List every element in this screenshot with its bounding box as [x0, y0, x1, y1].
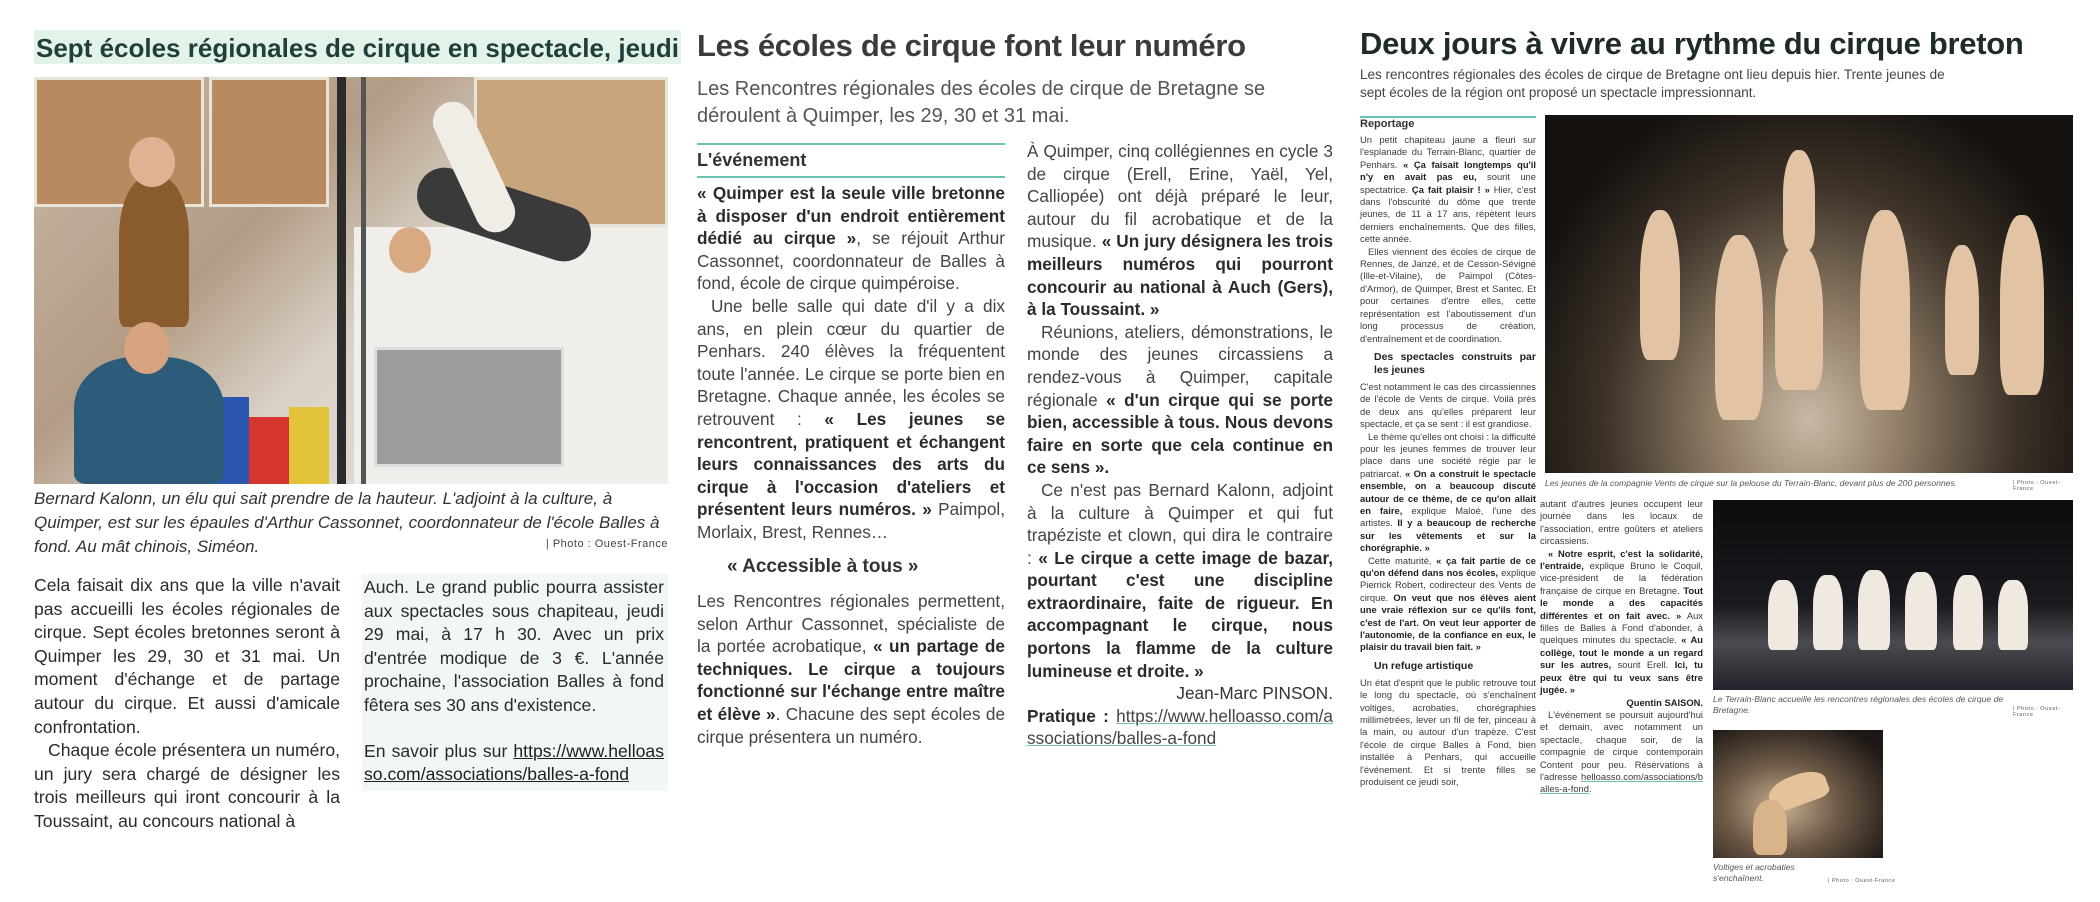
- photo-credit: | Photo : Ouest-France: [1828, 878, 1896, 884]
- acrobat-head: [389, 227, 431, 273]
- quote: « Un jury désignera les trois meilleurs numéros qui pourront concourir au national à Auch (Gers), à la Toussaint. »: [1027, 231, 1334, 320]
- photo-wall-panel: [209, 77, 329, 207]
- text: explique Bruno le Coquil, vice-président de la fédération française de cirque en Bretagne.: [1540, 560, 1703, 596]
- photo-caption: Les jeunes de la compagnie Vents de cirque sur la pelouse du Terrain-Blanc, devant plus de 200 personnes.: [1545, 478, 1958, 488]
- text: .: [1589, 783, 1592, 795]
- performer: [1858, 570, 1890, 650]
- paragraph: [697, 295, 1005, 544]
- acrobatics-photo: [1713, 730, 1883, 858]
- text: sourit Erell.: [1611, 659, 1675, 671]
- text: Le thème qu'elles ont choisi : la difficulté pour les jeunes femmes de trouver leur place dans une société régie par le patriarcat.: [1360, 430, 1536, 479]
- subheading: Des spectacles construits par les jeunes: [1374, 350, 1536, 376]
- text: Cette maturité,: [1368, 554, 1437, 566]
- paragraph: [1540, 709, 1703, 796]
- text: Ce n'est pas Bernard Kalonn, adjoint à la culture à Quimper et qui fut trapéziste et clown, qui dira le contraire :: [1027, 479, 1333, 568]
- quote: « Le cirque a cette image de bazar, pourtant c'est une discipline extraordinaire, faite de rigueur. En accompagnant le cirque, nous portons la flamme de la culture lumineuse et droite. »: [1027, 547, 1333, 681]
- circus-stage-photo: [1545, 115, 2073, 473]
- pratique-label: Pratique :: [1027, 705, 1117, 726]
- section-rule: [697, 176, 1005, 178]
- man-kneeling-head: [124, 322, 170, 374]
- article-panel-3: [1360, 0, 2074, 902]
- section-kicker: Reportage: [1360, 118, 1415, 130]
- article-1-column-1: [34, 574, 340, 834]
- section-label: L'événement: [697, 150, 807, 170]
- article-2-column-1: [697, 182, 1005, 748]
- text: Hier, c'est dans l'obscurité du dôme que trente jeunes, de 11 à 17 ans, répètent leurs derniers enchaînements. Que des filles, cette année.: [1360, 183, 1537, 245]
- photo-credit: | Photo : Ouest-France: [545, 538, 668, 550]
- text: Réunions, ateliers, démonstrations, le monde des jeunes circassiens a rendez-vous à Quimper, capitale régionale: [1027, 321, 1333, 410]
- article-3-lead: Les rencontres régionales des écoles de cirque de Bretagne ont lieu depuis hier. Trente jeunes de sept écoles de la région ont proposé un spectacle impressionnant.: [1360, 67, 1945, 100]
- quote: Ici, tu peux être qui tu veux sans être jugée. »: [1540, 659, 1703, 696]
- photo-caption: Voltiges et acrobaties s'enchaînent.: [1713, 862, 1795, 883]
- stage-performers-photo: [1713, 500, 2073, 690]
- article-panel-1: [34, 0, 680, 902]
- text: explique Maloé, l'une des artistes.: [1360, 504, 1536, 529]
- chinese-pole: [337, 77, 346, 484]
- rope: [361, 77, 366, 484]
- dancer: [1715, 235, 1763, 420]
- performer: [1905, 572, 1937, 650]
- paragraph: Chaque école présentera un numéro, un jury sera chargé de désigner les trois meilleurs qui iront concourir à la Toussaint, au concours national à: [34, 740, 340, 831]
- quote: Tout le monde a des capacités différentes et on fait avec. »: [1540, 584, 1703, 621]
- man-standing-head: [129, 137, 175, 187]
- photo-wall-panel: [34, 77, 204, 207]
- quote: « Quimper est la seule ville bretonne à disposer d'un endroit entièrement dédié au cirque »: [697, 183, 1005, 249]
- helloasso-link[interactable]: helloasso.com/associations/balles-a-fond: [1540, 770, 1703, 795]
- paragraph: Cela faisait dix ans que la ville n'avait pas accueilli les écoles régionales de cirque. Sept écoles bretonnes seront à Quimper les 29, 30 et 31 mai. Un moment d'échange et de partage autour du cirque. Et aussi d'amicale confrontation.: [34, 575, 340, 737]
- performer: [1813, 575, 1843, 650]
- paragraph: Elles viennent des écoles de cirque de Rennes, de Janzé, et de Cesson-Sévigné (Ille-et-Vilaine), de Paimpol (Côtes-d'Armor), de Quimper, Brest et Santec. Et pour certaines d'entre elles, cette représentation est l'aboutissement d'un long processus de création, d'entraînement et de coordination.: [1360, 245, 1536, 344]
- more-info: [364, 740, 664, 787]
- helloasso-link[interactable]: https://www.helloasso.com/associations/balles-a-fond: [364, 740, 664, 785]
- dancer: [1640, 210, 1680, 360]
- paragraph: [1027, 140, 1333, 321]
- man-standing: [119, 177, 189, 327]
- text: Aux filles de Balles à Fond d'abonder, à quelques minutes du spectacle.: [1540, 609, 1703, 646]
- paragraph: [697, 182, 1005, 295]
- photo-credit: | Photo : Ouest-France: [2013, 706, 2060, 718]
- dancer: [2000, 215, 2044, 395]
- quote: « On a construit le spectacle ensemble, on a beaucoup discuté autour de ce thème, de ce qu'on allait en faire,: [1360, 467, 1536, 516]
- paragraph: Un état d'esprit que le public retrouve tout le long du spectacle, où s'enchaînent voltiges, acrobaties, chorégraphies millimétrées, lever un fil de fer, pinceau à la main, ou autour d'un trapèze. C'est l'école de cirque Balles à Fond, bien installée à Penhars, qui accueille l'événement. Et si trente filles se produisent ce jeudi soir,: [1360, 676, 1536, 788]
- text: Les Rencontres régionales permettent, selon Arthur Cassonnet, spécialiste de la portée acrobatique,: [697, 591, 1005, 657]
- paragraph: [1360, 555, 1536, 654]
- man-kneeling: [74, 357, 224, 484]
- gym-mat: [374, 347, 564, 467]
- circus-school-photo: [34, 77, 668, 484]
- paragraph: [1360, 134, 1536, 246]
- author-signature: Quentin SAISON.: [1626, 696, 1703, 708]
- section-rule: [697, 143, 1005, 145]
- performer: [1998, 580, 2028, 650]
- yellow-mat: [289, 407, 329, 484]
- performer: [1953, 575, 1983, 650]
- dancer: [1860, 210, 1910, 410]
- paragraph: [1540, 548, 1703, 697]
- paragraph: [1360, 431, 1536, 555]
- photo-caption: Le Terrain-Blanc accueille les rencontres régionales des écoles de cirque de Bretagne.: [1713, 694, 2004, 715]
- performer: [1768, 580, 1798, 650]
- article-3-column-1: [1360, 134, 1536, 789]
- article-3-column-2: [1540, 498, 1703, 796]
- dancer: [1945, 245, 1979, 375]
- paragraph: Auch. Le grand public pourra assister aux spectacles sous chapiteau, jeudi 29 mai, à 17 h 30. Avec un prix d'entrée modique de 3 €. L'année prochaine, l'association Balles à fond fêtera ses 30 ans d'existence.: [364, 577, 664, 715]
- paragraph: [1027, 479, 1333, 682]
- photo-caption: Bernard Kalonn, un élu qui sait prendre de la hauteur. L'adjoint à la culture, à Quimper, est sur les épaules d'Arthur Cassonnet, coordonnateur de l'école Balles à fond. Au mât chinois, Siméon.: [34, 489, 660, 556]
- paragraph: C'est notamment le cas des circassiennes de l'école de Vents de cirque. Voilà près de deux ans qu'elles préparent leur spectacle, et ça se sent : il est grandiose.: [1360, 380, 1536, 430]
- text: Un petit chapiteau jaune a fleuri sur l'esplanade du Terrain-Blanc, quartier de Penhars.: [1360, 134, 1536, 170]
- subheading: Un refuge artistique: [1374, 659, 1474, 672]
- dancer: [1775, 245, 1823, 390]
- text: À Quimper, cinq collégiennes en cycle 3 de cirque (Erell, Erine, Yaël, Yel, Calliopée) ont déjà préparé le leur, autour du fil acrobatique et de la musique.: [1027, 141, 1333, 252]
- quote: On veut que nos élèves aient une vraie réflexion sur ce qu'ils font, c'est de l'art. On veut leur apporter de l'autonomie, de la confiance en eux, le plaisir du travail bien fait. »: [1360, 591, 1536, 653]
- paragraph: autant d'autres jeunes occupent leur journée dans les locaux de l'association, entre goûters et ateliers circassiens.: [1540, 498, 1703, 547]
- text: Une belle salle qui date d'il y a dix ans, en plein cœur du quartier de Penhars. 240 élèves la fréquentent toute l'année. Le cirque se porte bien en Bretagne. Chaque année, les écoles se retrouvent :: [697, 295, 1005, 429]
- quote: « ça fait partie de ce qu'on défend dans nos écoles,: [1360, 554, 1536, 578]
- acrobat-base: [1753, 800, 1787, 855]
- article-2-lead: Les Rencontres régionales des écoles de cirque de Bretagne se déroulent à Quimper, les 29, 30 et 31 mai.: [697, 78, 1266, 127]
- quote: Ça fait plaisir ! »: [1411, 183, 1490, 195]
- quote: Il y a beaucoup de recherche sur les vêtements et sur la chorégraphie. »: [1360, 517, 1536, 554]
- paragraph: [1027, 321, 1333, 479]
- text: . Chacune des sept écoles de cirque présentera un numéro.: [697, 704, 1006, 747]
- quote: « Notre esprit, c'est la solidarité, l'entraide,: [1540, 547, 1703, 572]
- more-info-prefix: En savoir plus sur: [364, 740, 514, 761]
- quote: « Au collège, tout le monde a un regard sur les autres,: [1540, 634, 1704, 671]
- quote: « d'un cirque qui se porte bien, accessible à tous. Nous devons faire en sorte que cela continue en ce sens ».: [1027, 389, 1333, 478]
- text: L'événement se poursuit aujourd'hui et demain, avec notamment un spectacle, chaque soir, de la compagnie de cirque contemporain Content pour peu. Réservations à l'adresse: [1540, 708, 1703, 782]
- dancer-top: [1783, 150, 1815, 250]
- quote: « Les jeunes se rencontrent, pratiquent et échangent leurs connaissances des arts du cirque à l'occasion d'ateliers et présentent leurs numéros. »: [697, 408, 1005, 520]
- subheading: « Accessible à tous »: [727, 555, 919, 577]
- text: sourit une spectatrice.: [1360, 171, 1536, 195]
- article-1-title: Sept écoles régionales de cirque en spectacle, jeudi: [34, 30, 681, 64]
- helloasso-link[interactable]: https://www.helloasso.com/associations/balles-a-fond: [1027, 705, 1333, 749]
- text: explique Pierrick Robert, codirecteur des Vents de cirque.: [1360, 567, 1537, 603]
- article-2-column-2: [1027, 140, 1333, 750]
- paragraph: [697, 590, 1005, 748]
- pratique-info: [1027, 705, 1333, 750]
- article-2-title: Les écoles de cirque font leur numéro: [697, 28, 1246, 63]
- quote: « Ça faisait longtemps qu'il n'y en avait pas eu,: [1360, 158, 1536, 183]
- quote: « un partage de techniques. Le cirque a toujours fonctionné sur l'échange entre maître et élève »: [697, 636, 1005, 725]
- author-signature: Jean-Marc PINSON.: [1176, 683, 1333, 704]
- red-mat: [249, 417, 289, 484]
- article-3-title: Deux jours à vivre au rythme du cirque breton: [1360, 26, 2024, 61]
- article-1-column-2: [362, 574, 668, 791]
- text: , se réjouit Arthur Cassonnet, coordonnateur de Balles à fond, école de cirque quimpéroise.: [697, 228, 1005, 294]
- photo-credit: | Photo : Ouest-France: [2013, 480, 2060, 492]
- text: Paimpol, Morlaix, Brest, Rennes…: [697, 499, 1005, 542]
- article-panel-2: [697, 0, 1333, 902]
